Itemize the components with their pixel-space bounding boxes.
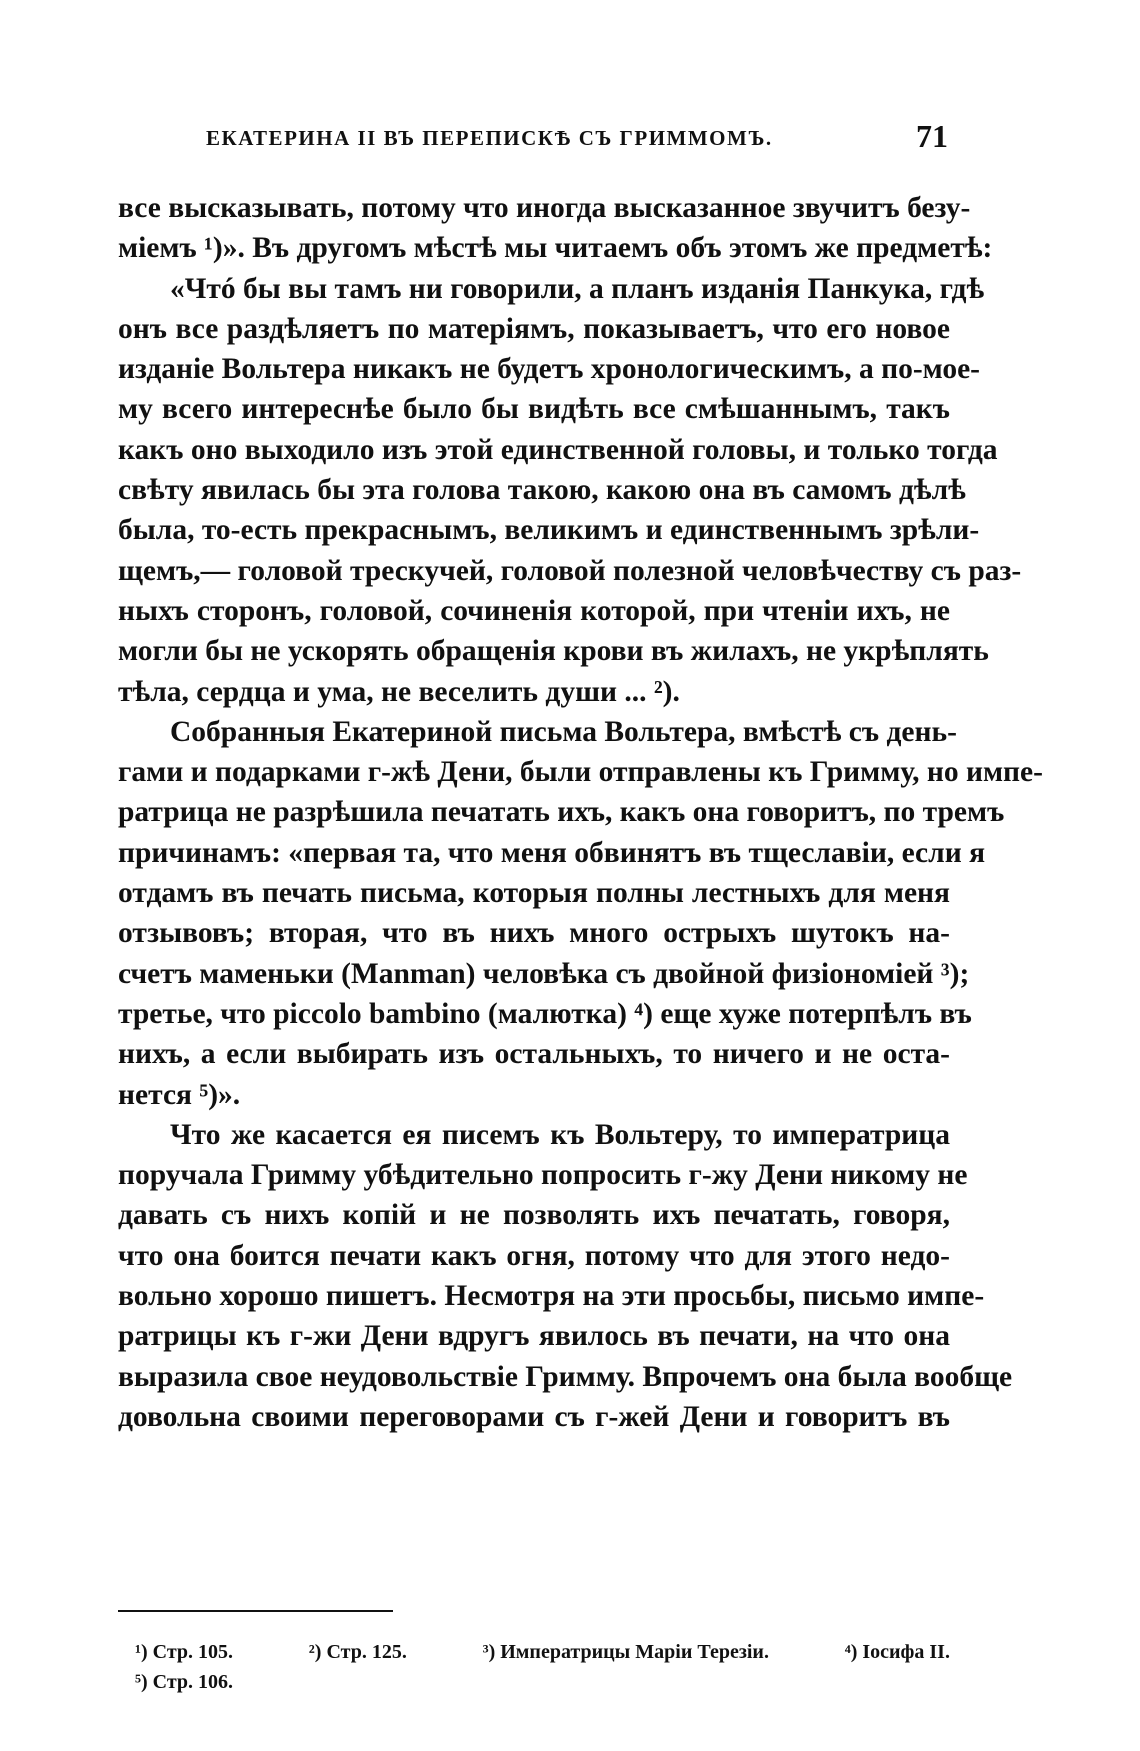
paragraph-3 bbox=[118, 1115, 1013, 1437]
body-text bbox=[118, 188, 1043, 1437]
footnote-1: ¹) Стр. 105. bbox=[135, 1641, 234, 1663]
footnote-4: ⁴) Іосифа II. bbox=[844, 1641, 950, 1663]
text-line: довольна своими переговорами съ г-жей Дени и говоритъ въ bbox=[118, 1400, 950, 1433]
footnotes bbox=[135, 1637, 950, 1697]
text-line: нихъ, а если выбирать изъ остальныхъ, то ничего и не оста- bbox=[118, 1038, 950, 1071]
text-line: «Чтó бы вы тамъ ни говорили, а планъ изданія Панкука, гдѣ bbox=[170, 272, 985, 305]
text-line: давать съ нихъ копій и не позволять ихъ печатать, говоря, bbox=[118, 1199, 950, 1232]
text-line: могли бы не ускорять обращенія крови въ жилахъ, не укрѣплять bbox=[118, 635, 989, 668]
footnote-2: ²) Стр. 125. bbox=[308, 1641, 407, 1663]
text-line: все высказывать, потому что иногда высказанное звучитъ безу- bbox=[118, 192, 971, 224]
text-line: ныхъ сторонъ, головой, сочиненія которой, при чтеніи ихъ, не bbox=[118, 594, 950, 627]
text-line: онъ все раздѣляетъ по матеріямъ, показываетъ, что его новое bbox=[118, 312, 950, 345]
text-line: ратрицы къ г-жи Дени вдругъ явилось въ печати, на что она bbox=[118, 1320, 950, 1353]
footnote-row bbox=[135, 1637, 950, 1667]
text-line: какъ оно выходило изъ этой единственной головы, и только тогда bbox=[118, 433, 998, 466]
text-line: Собранныя Екатериной письма Вольтера, вмѣстѣ съ день- bbox=[170, 715, 957, 748]
page-number: 71 bbox=[916, 118, 948, 154]
text-line: гами и подарками г-жѣ Дени, были отправлены къ Гримму, но импе- bbox=[118, 756, 1043, 789]
running-title: ЕКАТЕРИНА II ВЪ ПЕРЕПИСКѢ СЪ ГРИММОМЪ. bbox=[206, 126, 773, 150]
text-line: отдамъ въ печать письма, которыя полны лестныхъ для меня bbox=[118, 877, 950, 910]
footnote-divider bbox=[118, 1610, 393, 1612]
footnote-5: ⁵) Стр. 106. bbox=[135, 1671, 234, 1693]
text-line: нется ⁵)». bbox=[118, 1078, 241, 1111]
paragraph-1 bbox=[118, 188, 1022, 712]
text-line: была, то-есть прекраснымъ, великимъ и единственнымъ зрѣли- bbox=[118, 514, 980, 547]
text-line: щемъ,— головой трескучей, головой полезной человѣчеству съ раз- bbox=[118, 554, 1022, 587]
text-line: му всего интереснѣе было бы видѣть все смѣшаннымъ, такъ bbox=[118, 393, 950, 426]
text-line: что она боится печати какъ огня, потому что для этого недо- bbox=[118, 1239, 950, 1272]
text-line: выразила свое неудовольствіе Гримму. Впрочемъ она была вообще bbox=[118, 1360, 1013, 1393]
running-header bbox=[118, 118, 948, 158]
paragraph-2 bbox=[118, 712, 1043, 1115]
text-line: счетъ маменьки (Manman) человѣка съ двойной физіономіей ³); bbox=[118, 957, 970, 990]
footnote-row bbox=[135, 1667, 950, 1697]
text-line: тѣла, сердца и ума, не веселить души ... ²). bbox=[118, 675, 680, 708]
text-line: вольно хорошо пишетъ. Несмотря на эти просьбы, письмо импе- bbox=[118, 1280, 985, 1313]
text-line: отзывовъ; вторая, что въ нихъ много острыхъ шутокъ на- bbox=[118, 917, 950, 950]
text-line: ратрица не разрѣшила печатать ихъ, какъ она говоритъ, по тремъ bbox=[118, 796, 1005, 829]
text-line: свѣту явилась бы эта голова такою, какою она въ самомъ дѣлѣ bbox=[118, 474, 966, 507]
text-line: поручала Гримму убѣдительно попросить г-жу Дени никому не bbox=[118, 1159, 968, 1192]
text-line: третье, что piccolo bambino (малютка) ⁴) еще хуже потерпѣлъ въ bbox=[118, 997, 972, 1030]
text-line: изданіе Вольтера никакъ не будетъ хронологическимъ, а по-мое- bbox=[118, 353, 981, 386]
text-line: причинамъ: «первая та, что меня обвинятъ въ тщеславіи, если я bbox=[118, 836, 986, 869]
text-line: міемъ ¹)». Въ другомъ мѣстѣ мы читаемъ объ этомъ же предметѣ: bbox=[118, 232, 993, 265]
text-line: Что же касается ея писемъ къ Вольтеру, то императрица bbox=[170, 1118, 950, 1151]
footnote-3: ³) Императрицы Маріи Терезіи. bbox=[482, 1641, 769, 1663]
